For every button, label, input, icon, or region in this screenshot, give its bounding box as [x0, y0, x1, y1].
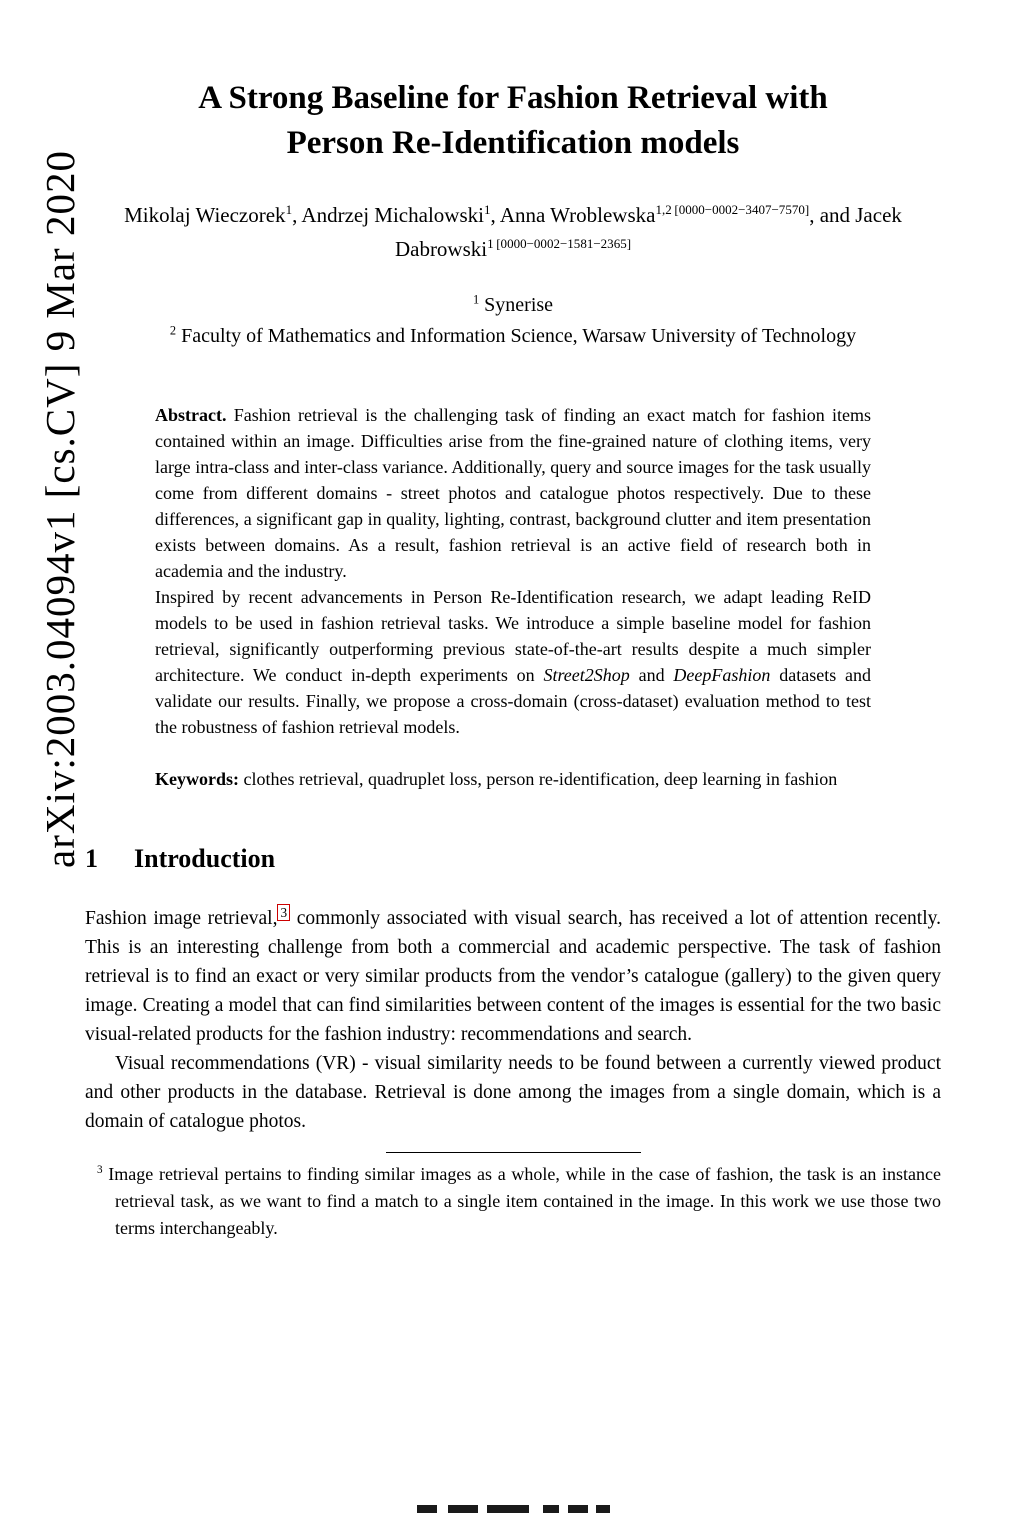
text-segment: Keywords: [155, 769, 239, 789]
cutoff-glyph-fragment [487, 1505, 529, 1513]
affiliation-1 [85, 290, 941, 321]
section-title: Introduction [134, 844, 276, 873]
text-segment: DeepFashion [673, 665, 771, 685]
text-segment: 1,2 [0000−0002−3407−7570] [655, 202, 810, 217]
text-segment: Fashion retrieval is the challenging task of finding an exact match for fashion items contained within an image. Difficulties arise from the fine-grained nature of clothing items, very large intra-class and inter-class variance. Additionally, query and source images for the task usually come from different domains - street photos and catalogue photos respectively. Due to these differences, a significant gap in quality, lighting, contrast, background clutter and item presentation exists between domains. As a result, fashion retrieval is an active field of research both in academia and the industry. [155, 405, 871, 581]
text-segment: 1 [0000−0002−1581−2365] [487, 236, 632, 251]
abstract [155, 402, 871, 740]
footnote-ref-link[interactable]: 3 [277, 904, 290, 921]
text-segment: Inspired by recent advancements in Person Re-Identification research, we adapt leading ReID models to be used in fashion retrieval tasks. We introduce a simple baseline model for fashion retrieval, significantly outperforming previous state-of-the-art results despite a much simpler architecture. We conduct in-depth experiments on [155, 587, 871, 685]
paper-title-line1: A Strong Baseline for Fashion Retrieval with [198, 80, 828, 116]
text-segment: Mikolaj Wieczorek [124, 203, 286, 227]
authors-line [85, 198, 941, 266]
text-segment: , Anna Wroblewska [490, 203, 656, 227]
paper-title [85, 76, 941, 166]
affiliation-2 [85, 321, 941, 352]
text-segment: 2 [169, 323, 177, 338]
cutoff-glyph-fragment [448, 1505, 478, 1513]
paper-title-line2: Person Re-Identification models [286, 125, 740, 161]
paper-content [85, 0, 941, 1242]
text-segment: , Andrzej Michalowski [292, 203, 484, 227]
footnote-3 [85, 1161, 941, 1242]
text-segment: Synerise [479, 294, 554, 316]
cutoff-glyph-fragment [596, 1505, 610, 1513]
text-segment: commonly associated with visual search, has received a lot of attention recently. This is an interesting challenge from both a commercial and academic perspective. The task of fashion retrieval is to find an exact or very similar products from the vendor’s catalogue (gallery) to the given query image. Creating a model that can find similarities between content of the images is essential for the two basic visual-related products for the fashion industry: recommendations and search. [85, 908, 941, 1045]
next-page-line-cutoff [0, 1505, 1024, 1514]
text-segment: 1 [472, 292, 480, 307]
text-segment: and [629, 665, 674, 685]
text-segment: 1 [483, 202, 491, 217]
section-heading-introduction [85, 844, 941, 874]
text-segment: Abstract. [155, 405, 227, 425]
cutoff-glyph-fragment [568, 1505, 588, 1513]
cutoff-glyph-fragment [543, 1505, 559, 1513]
text-segment: Image retrieval pertains to finding similar images as a whole, while in the case of fashion, the task is an instance retrieval task, as we want to find a match to a single item contained in the image. In this work we use those two terms interchangeably. [102, 1164, 941, 1238]
arxiv-watermark: arXiv:2003.04094v1 [cs.CV] 9 Mar 2020 [37, 150, 83, 868]
abstract-paragraph-2 [155, 584, 871, 740]
abstract-paragraph-1 [155, 402, 871, 584]
text-segment: Street2Shop [543, 665, 630, 685]
text-segment: 3 [97, 1164, 103, 1176]
text-segment: datasets and validate our results. Finally, we propose a cross-domain (cross-dataset) evaluation method to test the robustness of fashion retrieval models. [155, 665, 871, 737]
text-segment: Faculty of Mathematics and Information Science, Warsaw University of Technology [176, 325, 857, 347]
intro-paragraph-2: Visual recommendations (VR) - visual similarity needs to be found between a currently viewed product and other products in the database. Retrieval is done among the images from a single domain, which is a domain of catalogue photos. [85, 1053, 941, 1132]
text-segment: , and Jacek Dabrowski [394, 203, 902, 261]
section-number: 1 [85, 844, 98, 873]
text-segment: 1 [285, 202, 293, 217]
text-segment: clothes retrieval, quadruplet loss, person re-identification, deep learning in fashion [239, 769, 838, 789]
intro-paragraph-1 [85, 904, 941, 1049]
cutoff-glyph-fragment [417, 1505, 437, 1513]
footnote-rule [386, 1152, 641, 1153]
keywords-line [155, 766, 871, 792]
affiliations [85, 290, 941, 352]
text-segment: Fashion image retrieval, [85, 908, 278, 929]
